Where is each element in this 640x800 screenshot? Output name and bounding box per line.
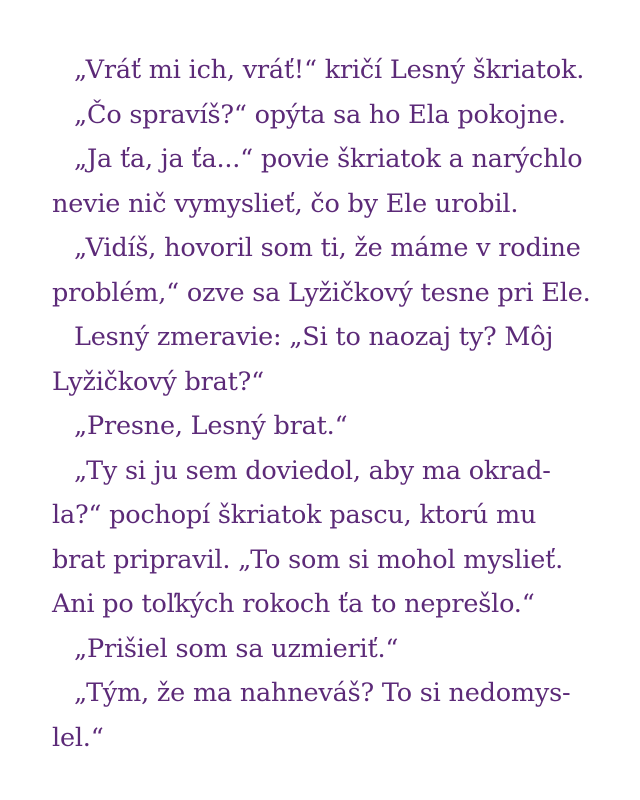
text-line: problém,“ ozve sa Lyžičkový tesne pri Ele. [52, 277, 591, 308]
text-line: lel.“ [52, 722, 104, 753]
text-line: „Presne, Lesný brat.“ [74, 411, 348, 441]
text-line: „Prišiel som sa uzmieriť.“ [74, 633, 399, 664]
text-line: Lyžičkový brat?“ [52, 366, 264, 397]
text-line: „Vráť mi ich, vráť!“ kričí Lesný škriatok. [74, 55, 585, 85]
story-text [52, 48, 612, 760]
text-line: „Ja ťa, ja ťa...“ povie škriatok a narýchlo [74, 144, 583, 174]
text-line: brat pripravil. „To som si mohol myslieť. [52, 544, 564, 575]
text-line: „Tým, že ma nahneváš? To si nedomys- [74, 678, 571, 708]
text-line: Lesný zmeravie: „Si to naozaj ty? Môj [74, 322, 554, 352]
text-line: la?“ pochopí škriatok pascu, ktorú mu [52, 500, 537, 530]
text-line: „Vidíš, hovoril som ti, že máme v rodine [74, 233, 581, 263]
text-line: „Ty si ju sem doviedol, aby ma okrad- [74, 455, 551, 486]
text-line: „Čo spravíš?“ opýta sa ho Ela pokojne. [74, 99, 566, 130]
text-line: nevie nič vymyslieť, čo by Ele urobil. [52, 188, 519, 219]
text-line: Ani po toľkých rokoch ťa to neprešlo.“ [52, 589, 535, 619]
